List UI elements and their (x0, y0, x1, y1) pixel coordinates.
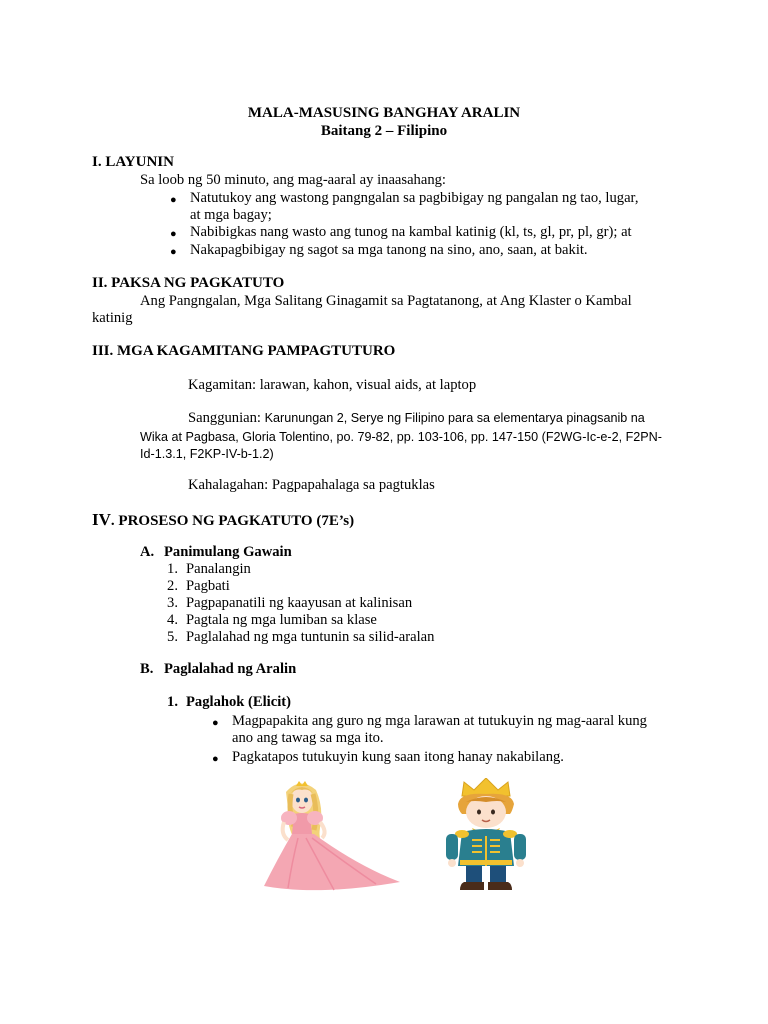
bullet-marker: ● (170, 228, 177, 240)
part-a-title: Panimulang Gawain (164, 544, 292, 560)
bullet-marker: ● (212, 717, 219, 729)
elicit-bullet-1-line-2: ano ang tawag sa mga ito. (232, 730, 384, 746)
princess-illustration (258, 778, 408, 894)
part-b-label: B. (140, 661, 154, 677)
section-1-heading: I. LAYUNIN (92, 154, 174, 170)
item-2-number: 2. (167, 578, 178, 594)
document-title: MALA-MASUSING BANGHAY ARALIN (247, 105, 521, 121)
section-1-intro: Sa loob ng 50 minuto, ang mag-aaral ay inaasahang: (140, 172, 446, 188)
sanggunian-label: Sanggunian: (188, 410, 261, 426)
sanggunian-line-2: Wika at Pagbasa, Gloria Tolentino, po. 79-82, pp. 103-106, pp. 147-150 (F2WG-Ic-e-2, F2PN- (140, 430, 662, 444)
document-subtitle: Baitang 2 – Filipino (320, 123, 448, 139)
item-1-number: 1. (167, 561, 178, 577)
item-1-text: Panalangin (186, 561, 251, 577)
section-4-heading-prefix: IV (92, 510, 111, 529)
item-3-number: 3. (167, 595, 178, 611)
item-2-text: Pagbati (186, 578, 230, 594)
section-4-heading-rest: . PROSESO NG PAGKATUTO (7E’s) (110, 513, 355, 529)
item-4-text: Pagtala ng mga lumiban sa klase (186, 612, 377, 628)
section-3-heading: III. MGA KAGAMITANG PAMPAGTUTURO (92, 343, 396, 359)
item-3-text: Pagpapanatili ng kaayusan at kalinisan (186, 595, 413, 611)
sub-1-title: Paglahok (Elicit) (186, 694, 291, 710)
topic-line-2: katinig (92, 310, 133, 326)
part-b-title: Paglalahad ng Aralin (164, 661, 297, 677)
item-4-number: 4. (167, 612, 178, 628)
objective-1-line-1: Natutukoy ang wastong pangngalan sa pagbibigay ng pangalan ng tao, lugar, (190, 190, 639, 206)
sanggunian-text-1: Karunungan 2, Serye ng Filipino para sa elementarya pinagsanib na (264, 411, 645, 425)
sanggunian-line-1 (188, 409, 645, 427)
bullet-marker: ● (170, 246, 177, 258)
bullet-marker: ● (212, 753, 219, 765)
elicit-bullet-1-line-1: Magpapakita ang guro ng mga larawan at tutukuyin ng mag-aaral kung (232, 713, 647, 729)
topic-line-1: Ang Pangngalan, Mga Salitang Ginagamit sa Pagtatanong, at Ang Klaster o Kambal (140, 293, 632, 309)
sub-1-number: 1. (167, 694, 178, 710)
part-a-label: A. (140, 544, 155, 560)
section-4-heading (92, 511, 354, 530)
item-5-number: 5. (167, 629, 178, 645)
sanggunian-line-3: Id-1.3.1, F2KP-IV-b-1.2) (140, 447, 274, 461)
objective-2: Nabibigkas nang wasto ang tunog na kambal katinig (kl, ts, gl, pr, pl, gr); at (190, 224, 632, 240)
kahalagahan-line: Kahalagahan: Pagpapahalaga sa pagtuklas (188, 477, 435, 493)
prince-illustration (432, 778, 540, 894)
elicit-bullet-2: Pagkatapos tutukuyin kung saan itong hanay nakabilang. (232, 749, 564, 765)
item-5-text: Paglalahad ng mga tuntunin sa silid-aralan (186, 629, 435, 645)
kagamitan-line: Kagamitan: larawan, kahon, visual aids, at laptop (188, 377, 477, 393)
objective-3: Nakapagbibigay ng sagot sa mga tanong na sino, ano, saan, at bakit. (190, 242, 588, 258)
objective-1-line-2: at mga bagay; (190, 207, 272, 223)
bullet-marker: ● (170, 194, 177, 206)
section-2-heading: II. PAKSA NG PAGKATUTO (92, 275, 285, 291)
